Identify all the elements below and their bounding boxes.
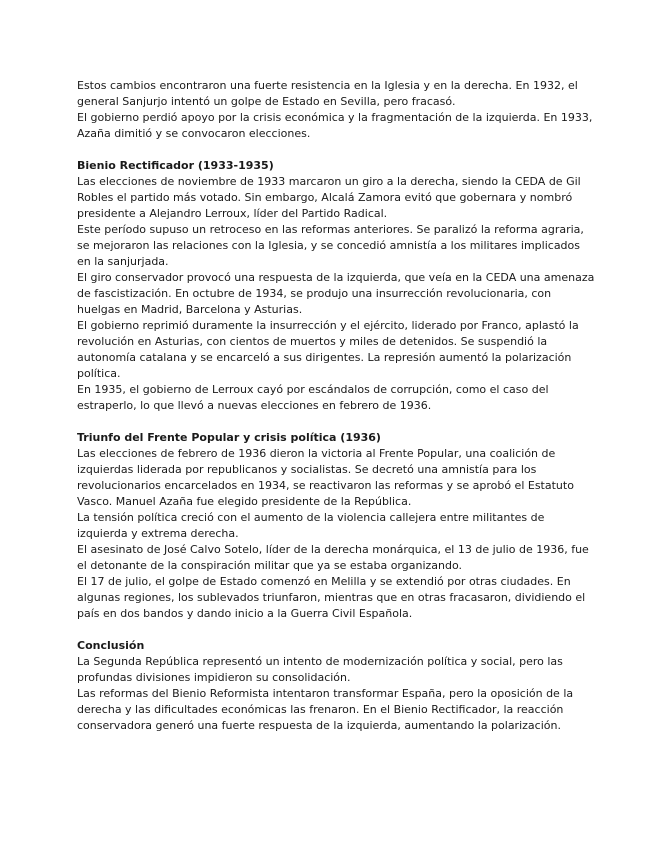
paragraph: Este período supuso un retroceso en las reformas anteriores. Se paralizó la reforma agraria, se mejoraron las relaciones con la Iglesia, y se concedió amnistía a los militares implicados en la sanjurjada. <box>77 223 584 268</box>
paragraph: La Segunda República representó un intento de modernización política y social, pero las profundas divisiones impidieron su consolidación. <box>77 655 563 684</box>
paragraph: El asesinato de José Calvo Sotelo, líder de la derecha monárquica, el 13 de julio de 1936, fue el detonante de la conspiración militar que ya se estaba organizando. <box>77 543 589 572</box>
paragraph: En 1935, el gobierno de Lerroux cayó por escándalos de corrupción, como el caso del estraperlo, lo que llevó a nuevas elecciones en febrero de 1936. <box>77 383 549 412</box>
paragraph: Estos cambios encontraron una fuerte resistencia en la Iglesia y en la derecha. En 1932, el general Sanjurjo intentó un golpe de Estado en Sevilla, pero fracasó. <box>77 79 578 108</box>
paragraph: Las reformas del Bienio Reformista intentaron transformar España, pero la oposición de la derecha y las dificultades económicas las frenaron. En el Bienio Rectificador, la reacción conservadora generó una fuerte respuesta de la izquierda, aumentando la polarización. <box>77 687 574 732</box>
section-heading: Triunfo del Frente Popular y crisis política (1936) <box>77 431 381 444</box>
paragraph: El gobierno perdió apoyo por la crisis económica y la fragmentación de la izquierda. En 1933, Azaña dimitió y se convocaron elecciones. <box>77 111 593 140</box>
paragraph: La tensión política creció con el aumento de la violencia callejera entre militantes de izquierda y extrema derecha. <box>77 511 545 540</box>
section-heading: Bienio Rectificador (1933-1935) <box>77 159 274 172</box>
section-bienio-rectificador <box>77 158 597 414</box>
paragraph: Las elecciones de noviembre de 1933 marcaron un giro a la derecha, siendo la CEDA de Gil Robles el partido más votado. Sin embargo, Alcalá Zamora evitó que gobernara y nombró presidente a Alejandro Lerroux, líder del Partido Radical. <box>77 175 581 220</box>
document-body <box>77 78 597 734</box>
section-heading: Conclusión <box>77 639 145 652</box>
paragraph: El 17 de julio, el golpe de Estado comenzó en Melilla y se extendió por otras ciudades. En algunas regiones, los sublevados triunfaron, mientras que en otras fracasaron, dividiendo el país en dos bandos y dando inicio a la Guerra Civil Española. <box>77 575 586 620</box>
paragraph: Las elecciones de febrero de 1936 dieron la victoria al Frente Popular, una coalición de izquierdas liderada por republicanos y socialistas. Se decretó una amnistía para los revolucionarios encarcelados en 1934, se reactivaron las reformas y se aprobó el Estatuto Vasco. Manuel Azaña fue elegido presidente de la República. <box>77 447 574 508</box>
section-frente-popular <box>77 430 597 622</box>
intro-section <box>77 78 597 142</box>
paragraph: El giro conservador provocó una respuesta de la izquierda, que veía en la CEDA una amenaza de fascistización. En octubre de 1934, se produjo una insurrección revolucionaria, con huelgas en Madrid, Barcelona y Asturias. <box>77 271 595 316</box>
paragraph: El gobierno reprimió duramente la insurrección y el ejército, liderado por Franco, aplastó la revolución en Asturias, con cientos de muertos y miles de detenidos. Se suspendió la autonomía catalana y se encarceló a sus dirigentes. La represión aumentó la polarización política. <box>77 319 579 380</box>
section-conclusion <box>77 638 597 734</box>
